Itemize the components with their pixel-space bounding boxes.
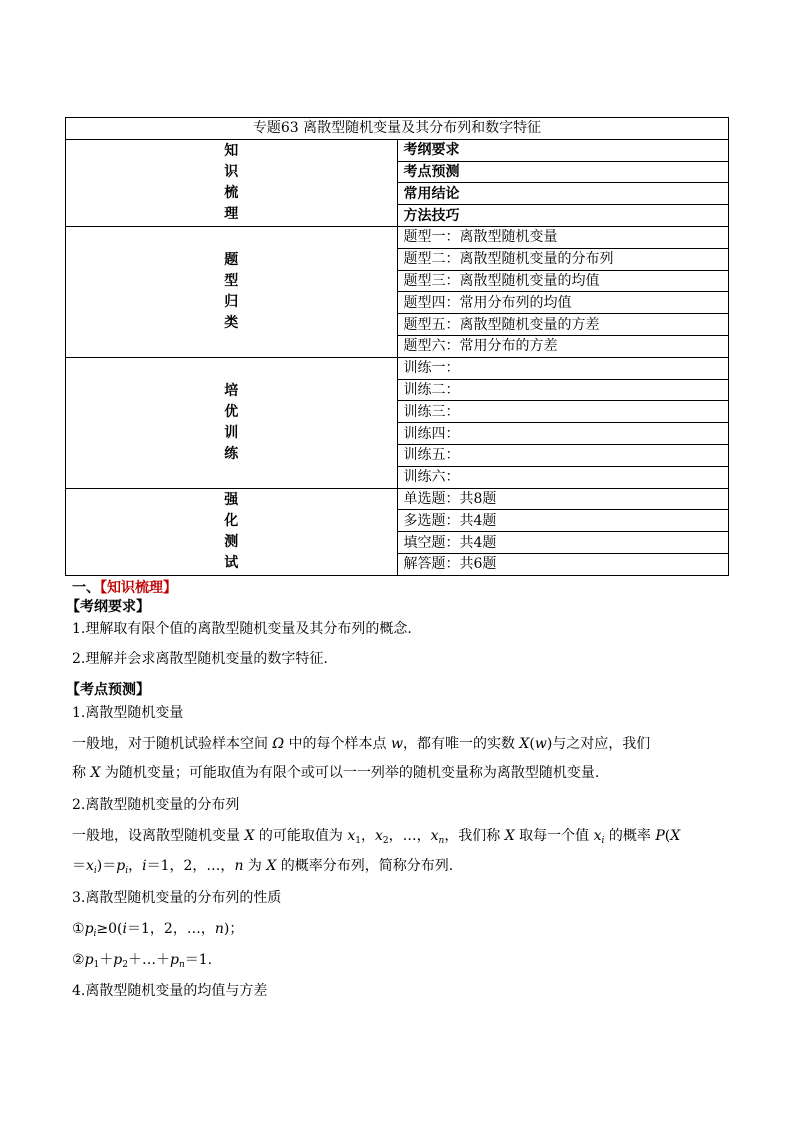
section-label xyxy=(66,226,398,357)
outline-item[interactable]: 训练三： xyxy=(397,401,729,423)
requirement-1: 1.理解取有限个值的离散型随机变量及其分布列的概念. xyxy=(72,621,412,637)
paragraph-1a: 一般地，对于随机试验样本空间 Ω 中的每个样本点 w，都有唯一的实数 X(w)与之对应，我们 xyxy=(72,736,651,752)
subheading-requirements: 【考纲要求】 xyxy=(66,599,150,615)
outline-item[interactable]: 题型六：常用分布的方差 xyxy=(397,335,729,357)
subheading-predictions: 【考点预测】 xyxy=(66,682,150,698)
section-label-char: 强 xyxy=(224,491,239,508)
section-label xyxy=(66,139,398,226)
section-label-char: 型 xyxy=(224,272,239,289)
outline-item[interactable]: 单选题：共8题 xyxy=(397,488,729,510)
outline-item[interactable]: 训练四： xyxy=(397,423,729,445)
section-label-char: 优 xyxy=(224,403,239,420)
paragraph-1b: 称 X 为随机变量；可能取值为有限个或可以一一列举的随机变量称为离散型随机变量. xyxy=(72,765,600,781)
section-label-char: 梳 xyxy=(224,184,239,201)
property-2: $②p_1+p_2+\dots+p_n=1$. xyxy=(72,952,213,970)
outline-item[interactable]: 题型三：离散型随机变量的均值 xyxy=(397,270,729,292)
outline-table xyxy=(65,117,729,576)
section-label-char: 知 xyxy=(224,142,239,159)
section-label-char: 类 xyxy=(224,314,239,331)
paragraph-2a: 一般地，设离散型随机变量 X 的可能取值为 $x_1$，$x_2$，…，$x_n$，我们称 X 取每一个值 $x_i$ 的概率 P(X xyxy=(72,828,681,846)
section-label-char: 训 xyxy=(224,424,239,441)
outline-item[interactable]: 训练五： xyxy=(397,444,729,466)
outline-item[interactable]: 填空题：共4题 xyxy=(397,532,729,554)
section-label-char: 理 xyxy=(224,205,239,222)
outline-item[interactable]: 题型二：离散型随机变量的分布列 xyxy=(397,248,729,270)
section-label xyxy=(66,488,398,575)
topic-1-title: 1.离散型随机变量 xyxy=(72,705,184,721)
outline-row xyxy=(66,226,729,248)
outline-item[interactable]: 方法技巧 xyxy=(397,205,729,227)
outline-row xyxy=(66,139,729,161)
section-label-char: 识 xyxy=(224,163,239,180)
outline-item[interactable]: 题型五：离散型随机变量的方差 xyxy=(397,314,729,336)
section-label-char: 题 xyxy=(224,251,239,268)
topic-2-title: 2.离散型随机变量的分布列 xyxy=(72,797,240,813)
section-label-char: 测 xyxy=(224,533,239,550)
property-1: $①p_i\ge 0(i=1$，2，…，n)； xyxy=(72,921,244,939)
section-heading: 一、【知识梳理】 xyxy=(72,580,177,596)
outline-item[interactable]: 常用结论 xyxy=(397,183,729,205)
outline-item[interactable]: 考纲要求 xyxy=(397,139,729,161)
section-label xyxy=(66,357,398,488)
outline-row xyxy=(66,488,729,510)
topic-3-title: 3.离散型随机变量的分布列的性质 xyxy=(72,890,282,906)
outline-item[interactable]: 训练六： xyxy=(397,466,729,488)
topic-4-title: 4.离散型随机变量的均值与方差 xyxy=(72,983,268,999)
outline-item[interactable]: 题型四：常用分布列的均值 xyxy=(397,292,729,314)
section-label-char: 培 xyxy=(224,382,239,399)
outline-title: 专题63 离散型随机变量及其分布列和数字特征 xyxy=(66,118,729,140)
requirement-2: 2.理解并会求离散型随机变量的数字特征. xyxy=(72,651,328,667)
outline-item[interactable]: 多选题：共4题 xyxy=(397,510,729,532)
section-label-char: 归 xyxy=(224,293,239,310)
outline-item[interactable]: 训练一： xyxy=(397,357,729,379)
outline-row xyxy=(66,357,729,379)
section-label-char: 化 xyxy=(224,512,239,529)
outline-item[interactable]: 训练二： xyxy=(397,379,729,401)
section-label-char: 练 xyxy=(224,445,239,462)
outline-item[interactable]: 解答题：共6题 xyxy=(397,553,729,575)
section-label-char: 试 xyxy=(224,554,239,571)
paragraph-2b: $=x_i)=p_i$，i＝1，2，…，n 为 X 的概率分布列，简称分布列. xyxy=(72,858,454,876)
outline-item[interactable]: 考点预测 xyxy=(397,161,729,183)
outline-item[interactable]: 题型一：离散型随机变量 xyxy=(397,226,729,248)
